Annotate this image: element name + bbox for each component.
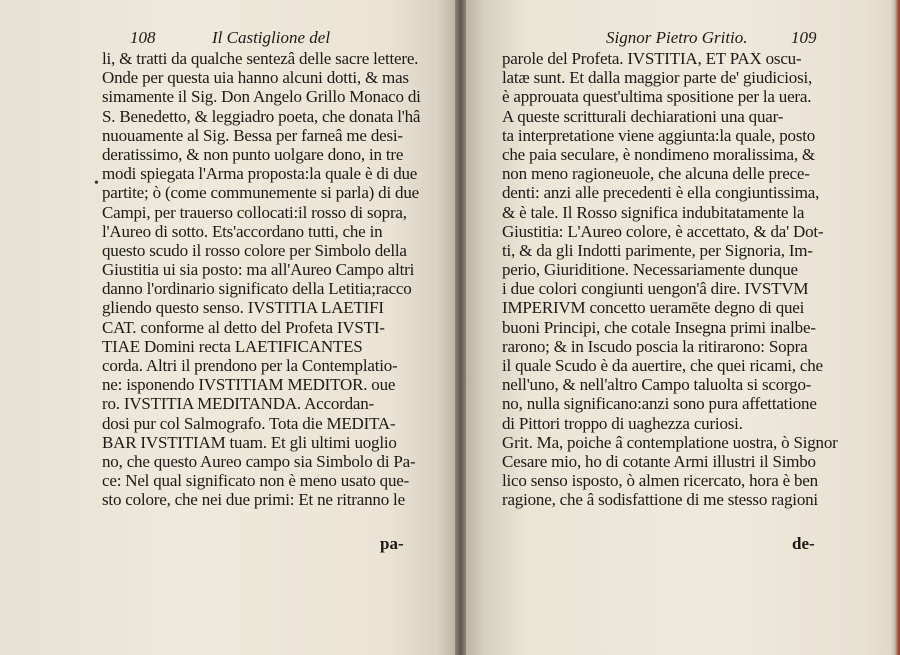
text-line: ne: isponendo IVSTITIAM MEDITOR. oue	[102, 375, 396, 395]
text-line: A queste scritturali dechiarationi una quar-	[502, 106, 784, 126]
text-line: partite; ò (come communemente si parla) di due	[102, 183, 419, 203]
right-page	[466, 0, 900, 655]
text-line: ce: Nel qual significato non è meno usato que-	[102, 471, 410, 491]
text-line: & è tale. Il Rosso significa indubitatamente la	[502, 202, 805, 222]
text-line: lico senso isposto, ò almen ricercato, hora è ben	[502, 471, 818, 491]
text-line: Cesare mio, ho di cotante Armi illustri il Simbo	[502, 451, 816, 471]
text-line: Giustitia: L'Aureo colore, è accettato, & da' Dot-	[502, 221, 824, 241]
text-line: li, & tratti da qualche sentezâ delle sacre lettere.	[102, 49, 419, 68]
text-line: sto colore, che nei due primi: Et ne ritranno le	[102, 490, 405, 510]
right-catchword: de-	[792, 534, 815, 553]
text-line: latæ sunt. Et dalla maggior parte de' giudiciosi,	[502, 68, 813, 88]
text-line: parole del Profeta. IVSTITIA, ET PAX oscu-	[502, 49, 802, 68]
text-line: Onde per questa uia hanno alcuni dotti, & mas	[102, 68, 409, 88]
text-line: ti, & da gli Indotti parimente, per Signoria, Im-	[502, 240, 813, 260]
text-line: deratissimo, & non punto uolgare dono, in tre	[102, 144, 404, 164]
text-line: perio, Giuriditione. Necessariamente dunque	[502, 260, 798, 280]
text-line: IMPERIVM concetto ueramēte degno di quei	[502, 298, 805, 318]
text-line: Giustitia ui sia posto: ma all'Aureo Campo altri	[102, 260, 415, 280]
left-page-body	[102, 49, 421, 510]
text-line: ragione, che â sodisfattione di me stesso ragioni	[502, 490, 818, 510]
text-line: ta interpretatione viene aggiunta:la quale, posto	[502, 125, 816, 145]
text-line: nuouamente al Sig. Bessa per farneâ me desi-	[102, 125, 403, 145]
text-line: i due colori congiunti uengon'â dire. IVSTVM	[502, 279, 809, 299]
text-line: no, nulla significano:anzi sono pura affettatione	[502, 394, 817, 414]
text-line: no, che questo Aureo campo sia Simbolo di Pa-	[102, 451, 416, 471]
text-line: ro. IVSTITIA MEDITANDA. Accordan-	[102, 394, 374, 414]
text-line: BAR IVSTITIAM tuam. Et gli ultimi uoglio	[102, 432, 397, 452]
left-running-head: Il Castiglione del	[212, 28, 331, 47]
text-line: CAT. conforme al detto del Profeta IVSTI-	[102, 317, 385, 337]
right-page-number: 109	[791, 28, 817, 47]
text-line: denti: anzi alle precedenti è ella congiuntissima,	[502, 183, 820, 203]
page-fore-edge	[890, 0, 900, 655]
text-line: modi spiegata l'Arma proposta:la quale è di due	[102, 164, 418, 184]
margin-mark: •	[94, 176, 99, 191]
text-line: l'Aureo di sotto. Ets'accordano tutti, che in	[102, 221, 383, 241]
right-page-body	[502, 49, 838, 510]
left-page-number: 108	[130, 28, 156, 47]
text-line: che paia seculare, è nondimeno moralissima, &	[502, 144, 815, 164]
text-line: questo scudo il rosso colore per Simbolo della	[102, 240, 407, 260]
text-line: dosi pur col Salmografo. Tota die MEDITA-	[102, 413, 396, 433]
text-line: di Pittori troppo di uaghezza curiosi.	[502, 413, 743, 433]
text-line: S. Benedetto, & leggiadro poeta, che donata l'hâ	[102, 106, 421, 126]
left-catchword: pa-	[380, 534, 404, 553]
text-line: corda. Altri il prendono per la Contemplatio-	[102, 356, 398, 375]
text-line: gliendo questo senso. IVSTITIA LAETIFI	[102, 298, 384, 318]
text-line: nell'uno, & nell'altro Campo taluolta si scorgo-	[502, 375, 812, 395]
text-line: non meno ragioneuole, che alcuna delle prece-	[502, 164, 810, 184]
right-running-head: Signor Pietro Gritio.	[606, 28, 748, 47]
text-line: è approuata quest'ultima spositione per la uera.	[502, 87, 812, 107]
text-line: danno l'ordinario significato della Letitia;racco	[102, 279, 412, 299]
text-line: Campi, per trauerso collocati:il rosso di sopra,	[102, 202, 407, 222]
text-line: TIAE Domini recta LAETIFICANTES	[102, 336, 363, 356]
text-line: il quale Scudo è da auertire, che quei ricami, che	[502, 356, 823, 375]
book-gutter	[455, 0, 466, 655]
text-line: Grit. Ma, poiche â contemplatione uostra, ò Signor	[502, 432, 838, 452]
text-line: simamente il Sig. Don Angelo Grillo Monaco di	[102, 87, 421, 107]
text-line: buoni Principi, che cotale Insegna primi inalbe-	[502, 317, 816, 337]
text-line: rarono; & in Iscudo poscia la ritirarono: Sopra	[502, 336, 808, 356]
